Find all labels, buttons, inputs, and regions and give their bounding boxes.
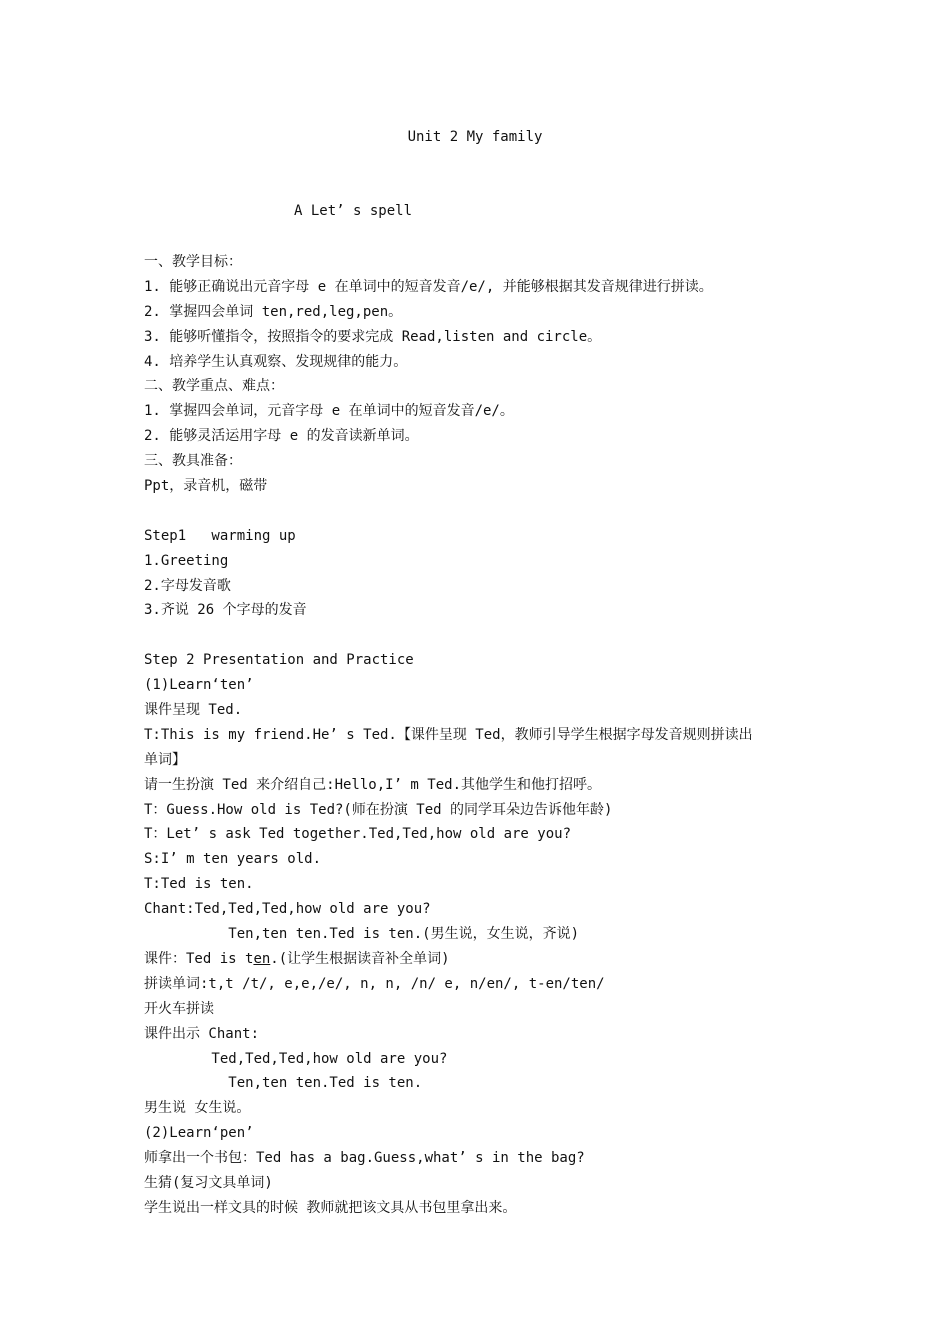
courseware-text: 课件：Ted is t bbox=[144, 950, 254, 967]
lesson-subtitle: A Let’ s spell bbox=[294, 203, 413, 219]
chant-line: Ted,Ted,Ted,how old are you? bbox=[144, 1050, 448, 1067]
chant-line: Ten,ten ten.Ted is ten.(男生说，女生说，齐说) bbox=[144, 926, 580, 943]
step-heading: Step1 warming up bbox=[144, 527, 296, 544]
chant-line: Ten,ten ten.Ted is ten. bbox=[144, 1075, 423, 1092]
section-heading-key-points: 二、教学重点、难点： bbox=[144, 378, 284, 395]
sub-step-heading: (2)Learn‘pen’ bbox=[144, 1125, 254, 1142]
blank-line bbox=[144, 499, 824, 524]
courseware-line bbox=[144, 947, 824, 972]
step-line: 2.字母发音歌 bbox=[144, 577, 231, 594]
body-line: 课件出示 Chant: bbox=[144, 1025, 260, 1042]
body-line: T：Guess.How old is Ted?(师在扮演 Ted 的同学耳朵边告诉他年龄) bbox=[144, 801, 613, 818]
body-line: T：Let’ s ask Ted together.Ted,Ted,how old are you? bbox=[144, 826, 572, 843]
body-line: 男生说 女生说。 bbox=[144, 1100, 251, 1117]
key-point-line: 1. 掌握四会单词，元音字母 e 在单词中的短音发音/e/。 bbox=[144, 403, 514, 420]
document-body bbox=[144, 250, 824, 1221]
body-line: T:This is my friend.He’ s Ted.【课件呈现 Ted，教师引导学生根据字母发音规则拼读出 bbox=[144, 726, 753, 743]
courseware-tail: .(让学生根据读音补全单词) bbox=[270, 950, 450, 967]
objective-line: 2. 掌握四会单词 ten,red,leg,pen。 bbox=[144, 303, 403, 320]
blank-line bbox=[144, 623, 824, 648]
document-title: Unit 2 My family bbox=[407, 129, 543, 145]
body-line: 拼读单词:t,t /t/, e,e,/e/, n, n, /n/ e, n/en/, t-en/ten/ bbox=[144, 975, 605, 992]
body-line: 课件呈现 Ted. bbox=[144, 702, 243, 719]
body-line: 请一生扮演 Ted 来介绍自己:Hello,I’ m Ted.其他学生和他打招呼。 bbox=[144, 776, 602, 793]
materials-line: Ppt，录音机，磁带 bbox=[144, 478, 268, 495]
chant-line: Chant:Ted,Ted,Ted,how old are you? bbox=[144, 901, 431, 918]
step-line: 3.齐说 26 个字母的发音 bbox=[144, 602, 307, 619]
body-line: 学生说出一样文具的时候 教师就把该文具从书包里拿出来。 bbox=[144, 1199, 517, 1216]
body-line: S:I’ m ten years old. bbox=[144, 851, 322, 868]
underlined-letters: en bbox=[253, 950, 271, 967]
step-heading: Step 2 Presentation and Practice bbox=[144, 652, 414, 669]
objective-line: 4. 培养学生认真观察、发现规律的能力。 bbox=[144, 353, 408, 370]
key-point-line: 2. 能够灵活运用字母 e 的发音读新单词。 bbox=[144, 428, 419, 445]
objective-line: 1. 能够正确说出元音字母 e 在单词中的短音发音/e/, 并能够根据其发音规律进行拼读。 bbox=[144, 278, 713, 295]
body-line: T:Ted is ten. bbox=[144, 876, 254, 893]
sub-step-heading: (1)Learn‘ten’ bbox=[144, 677, 254, 694]
body-line: 单词】 bbox=[144, 751, 186, 768]
objective-line: 3. 能够听懂指令，按照指令的要求完成 Read,listen and circle。 bbox=[144, 328, 602, 345]
body-line: 师拿出一个书包：Ted has a bag.Guess,what’ s in the bag? bbox=[144, 1150, 585, 1167]
section-heading-materials: 三、教具准备： bbox=[144, 453, 242, 470]
section-heading-objectives: 一、教学目标： bbox=[144, 254, 242, 270]
body-line: 开火车拼读 bbox=[144, 1000, 214, 1017]
step-line: 1.Greeting bbox=[144, 552, 229, 569]
body-line: 生猜(复习文具单词) bbox=[144, 1174, 273, 1191]
